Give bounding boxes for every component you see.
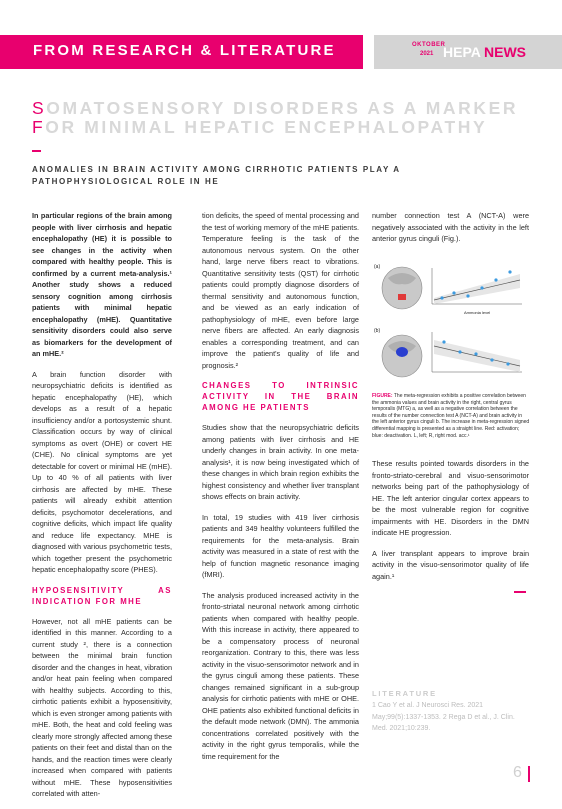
section-heading: CHANGES TO INTRINSIC ACTIVITY IN THE BRAIN AMONG HE PATIENTS	[202, 381, 359, 412]
section-title: FROM RESEARCH & LITERATURE	[33, 42, 336, 59]
lead-paragraph: In particular regions of the brain among people with liver cirrhosis and hepatic encephalopathy (HE) it is possible to see changes in the activity when compared with healthy people. This is confirmed by a current meta-analysis.¹ Another study shows a reduced sensory cognition among cirrhosis patients with minimal hepatic encephalopathy (mHE). Quantitative sensitivity disorders could also serve as biomarkers for the development of an mHE.²	[32, 211, 172, 358]
caption-text: The meta-regression exhibits a positive correlation between the ammonia values and brain activity in the right, central gyrus temporalis (MTG) a, as well as a negative correlation between the results of the number connection test A (NCT-A) and brain activity in the left anterior gyrus cinguli b. The increase in meta-regression signed differential mapping is presented as a straight line. Red: activation; blue: deactivation. L, left; R, right mod. acc.¹	[372, 393, 530, 439]
title-divider	[32, 150, 41, 152]
data-point	[474, 352, 477, 355]
page-number: 6	[513, 764, 522, 781]
data-point	[506, 362, 509, 365]
literature-heading: LITERATURE	[372, 689, 437, 698]
body-paragraph: In total, 19 studies with 419 liver cirrhosis patients and 349 healthy volunteers fulfilled the requirements for the meta-analysis. Brain activity was measured in a state of rest with the help of function magnetic resonance imaging (fMRI).	[202, 512, 359, 579]
data-point	[452, 291, 455, 294]
figure-graphic	[372, 260, 529, 388]
body-paragraph: tion deficits, the speed of mental processing and the test of working memory of the mHE patients. Temperature feeling is the task of the autonomous nervous system. On the other hand, large nerve fibers react to vibrations. Quantitative sensitivity tests (QST) for cirrhotic patients could promptly diagnose disorders of thermal sensitivity and autonomous function, and be viewed as an early indication of pathophysiology of mHE, even before large nerve fibers are affected. An early diagnosis enables a corresponding treatment, and can improve the patient's quality of life and prognosis.²	[202, 211, 359, 370]
data-point	[490, 358, 493, 361]
title-initial-2: F	[32, 117, 46, 137]
column-3	[372, 210, 529, 254]
caption-label: FIGURE:	[372, 393, 393, 399]
article-subtitle: ANOMALIES IN BRAIN ACTIVITY AMONG CIRRHOTIC PATIENTS PLAY A PATHOPHYSIOLOGICAL ROLE IN HE	[32, 165, 401, 186]
column-2	[202, 210, 359, 771]
article-title	[32, 99, 532, 137]
end-marker	[514, 591, 526, 593]
brand-block	[374, 35, 562, 69]
axis-label-a: Ammonia level	[464, 310, 491, 315]
section-banner	[0, 35, 363, 69]
issue-month: OKTOBER	[412, 42, 446, 48]
literature-list: 1 Cao Y et al. J Neurosci Res. 2021 May;99(5):1337-1353. 2 Rega D et al., J. Clin. Med. 2021;10:239.	[372, 702, 515, 732]
body-paragraph: However, not all mHE patients can be identified in this manner. According to a current study ², there is a connection between the minimal brain function disorder and the changes in heat, vibration and/or heat pain feeling when compared with healthy subjects. According to this, cirrhotic patients exhibit a hyposensitivity, which is even stronger among patients with mHE. Both, the heat and cold feeling was clearly more strongly affected among these patients on their feet and distal than on the hands, and the reaction times were clearly increased when compared with patients without mHE. These hyposensitivities correlated with atten-	[32, 616, 172, 798]
data-point	[440, 296, 443, 299]
page-number-bar	[528, 766, 530, 782]
body-paragraph: A liver transplant appears to improve brain activity in the visuo-sensorimotor quality of life again.¹	[372, 548, 529, 581]
body-paragraph: number connection test A (NCT-A) were negatively associated with the activity in the left anterior gyrus cinguli (Fig.).	[372, 211, 529, 243]
panel-a-label: (a)	[374, 264, 381, 270]
title-line-2: OR MINIMAL HEPATIC ENCEPHALOPATHY	[45, 117, 488, 137]
section-heading: HYPOSENSITIVITY AS INDICATION FOR MHE	[32, 585, 172, 606]
deactivation-spot	[396, 347, 408, 357]
body-paragraph: These results pointed towards disorders in the fronto-striato-cerebral and visuo-sensorimotor networks being part of the pathophysiology of HE. The left anterior cingular cortex appears to be the most vulnerable region for cognitive impairments with HE. Disorders in the DMN indicate HE progression.	[372, 459, 529, 537]
issue-year: 2021	[420, 51, 434, 57]
title-line-1: OMATOSENSORY DISORDERS AS A MARKER	[46, 98, 519, 118]
data-point	[458, 350, 461, 353]
brand-hepa: HEPA	[443, 44, 481, 60]
data-point	[508, 270, 511, 273]
body-paragraph: A brain function disorder with neuropsychiatric deficits is identified as hepatic encephalopathy (HE), which develops as a result of a hepatic insufficiency and/or a portosystemic shunt. Classification occurs by way of clinical symptoms as overt (OHE) or covert HE (CHE). No clinical symptoms are yet detectable for covert or minimal HE (mHE). Up to 40 % of all patients with liver cirrhosis are affected by mHE. These patients will already exhibit attention deficits, psychomotor decelerations, and cognitive deficits, which impact life quality and reduce life expectancy. MHE is diagnosed with various psychometric tests, which together present the psychometric hepatic encephalopathy score (PHES).	[32, 369, 172, 574]
brand-news: NEWS	[484, 44, 526, 60]
data-point	[480, 286, 483, 289]
title-initial-1: S	[32, 98, 47, 118]
activation-spot	[398, 294, 406, 300]
data-point	[494, 278, 497, 281]
body-paragraph: Studies show that the neuropsychiatric deficits among patients with liver cirrhosis and HE underly changes in brain activity. In one meta-analysis¹, it is now being investigated which of these changes in which brain region exhibits the highest consistency and whether liver transplant shows effects on brain activity.	[202, 423, 359, 501]
brain-figure	[372, 260, 529, 388]
panel-b-label: (b)	[374, 328, 381, 334]
body-paragraph: The analysis produced increased activity in the fronto-striatal neuronal network among cirrhotic patients when compared with healthy people. With this increase in activity, there appeared to be a compensatory process of neuronal reorganization. Contrary to this, there was less activity in the visuo-sensorimotor network and in the gyrus cinguli among these patients. These changes remained significant in a sub-group analysis for cirrhotic patients with mHE or OHE. OHE patients also exhibited functional deficits in the default mode network (DMN). The ammonia concentrations correlated positively with the activity in the right gyrus temporalis, while the time requirement for the	[202, 590, 359, 761]
data-point	[466, 294, 469, 297]
figure-caption	[372, 393, 530, 439]
column-1	[32, 210, 172, 809]
data-point	[442, 340, 445, 343]
confidence-band-a	[434, 274, 520, 304]
column-3-continued	[372, 458, 529, 591]
